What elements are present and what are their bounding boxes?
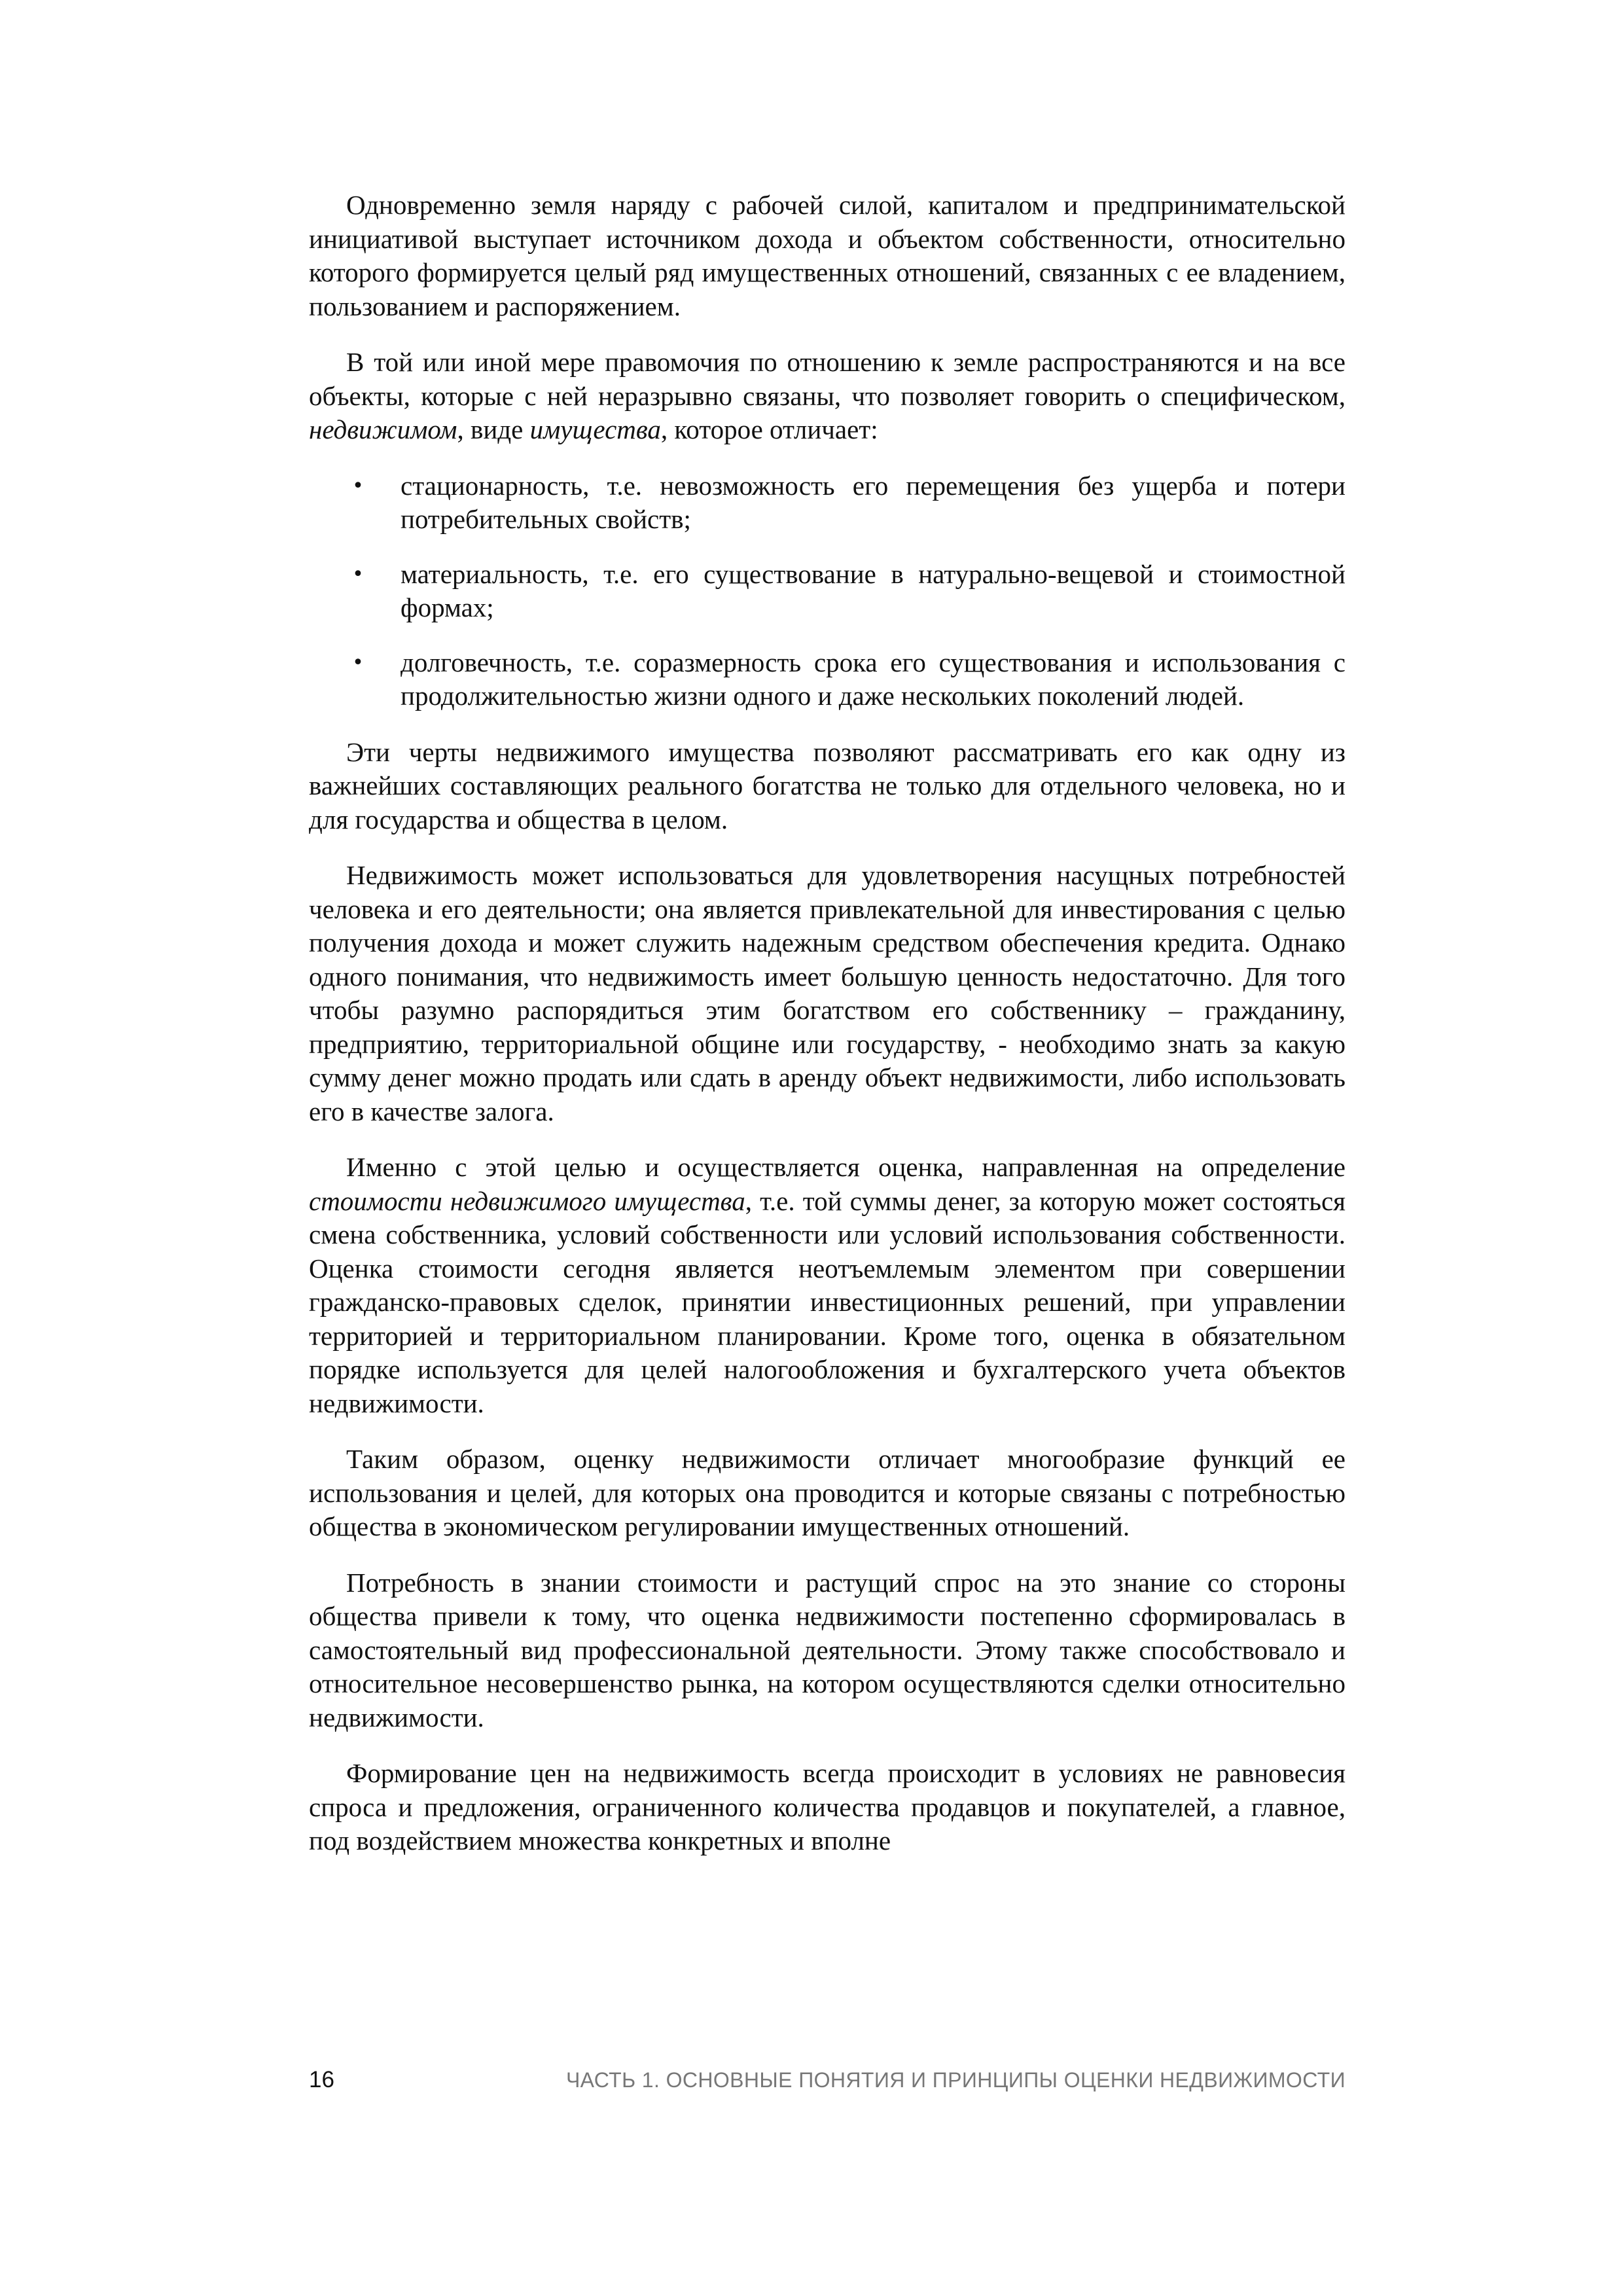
page-number: 16 xyxy=(309,2067,334,2092)
paragraph-1: Одновременно земля наряду с рабочей силой, капиталом и предпринимательской инициативой выступает источником дохода и объектом собственности, относительно которого формируется целый ряд имущественных отношений, связанных с ее владением, пользованием и распоряжением. xyxy=(309,190,1346,321)
paragraph-2: В той или иной мере правомочия по отношению к земле распространяются и на все объекты, которые с ней неразрывно связаны, что позволяет говорить о специфическом, недвижимом, виде имущества, которое отличает: xyxy=(309,347,1346,444)
bullet-list xyxy=(309,469,1346,713)
paragraph-3: Эти черты недвижимого имущества позволяют рассматривать его как одну из важнейших составляющих реального богатства не только для отдельного человека, но и для государства и общества в целом. xyxy=(309,736,1346,834)
bullet-item-stationarity: • стационарность, т.е. невозможность его перемещения без ущерба и потери потребительных свойств; xyxy=(309,469,1346,537)
bullet-dot-icon: • xyxy=(352,651,364,674)
paragraph-5: Именно с этой целью и осуществляется оценка, направленная на определение стоимости недвижимого имущества, т.е. той суммы денег, за которую может состояться смена собственника, условий собственности или условий использования собственности. Оценка стоимости сегодня является неотъемлемым элементом при совершении гражданско-правовых сделок, принятии инвестиционных решений, при управлении территорией и территориальном планировании. Кроме того, оценка в обязательном порядке используется для целей налогообложения и бухгалтерского учета объектов недвижимости. xyxy=(309,1152,1346,1418)
body-text xyxy=(309,188,1346,1880)
italic-term-stoimost: стоимости недвижимого имущества xyxy=(309,1185,745,1216)
paragraph-7: Потребность в знании стоимости и растущий спрос на это знание со стороны общества привели к тому, что оценка недвижимости постепенно сформировалась в самостоятельный вид профессиональной деятельности. Этому также способствовало и относительное несовершенство рынка, на котором осуществляются сделки относительно недвижимости. xyxy=(309,1567,1346,1732)
bullet-dot-icon: • xyxy=(352,474,364,497)
italic-term-nedvizhimom: недвижимом xyxy=(309,414,457,444)
page-footer xyxy=(309,2067,1346,2100)
italic-term-imushchestva: имущества xyxy=(529,414,661,444)
bullet-item-materiality: • материальность, т.е. его существование в натурально-вещевой и стоимостной формах; xyxy=(309,558,1346,625)
running-title: ЧАСТЬ 1. ОСНОВНЫЕ ПОНЯТИЯ И ПРИНЦИПЫ ОЦЕНКИ НЕДВИЖИМОСТИ xyxy=(565,2068,1346,2092)
paragraph-6: Таким образом, оценку недвижимости отличает многообразие функций ее использования и целей, для которых она проводится и которые связаны с потребностью общества в экономическом регулировании имущественных отношений. xyxy=(309,1444,1346,1541)
bullet-item-durability: • долговечность, т.е. соразмерность срока его существования и использования с продолжительностью жизни одного и даже нескольких поколений людей. xyxy=(309,646,1346,713)
paragraph-4: Недвижимость может использоваться для удовлетворения насущных потребностей человека и его деятельности; она является привлекательной для инвестирования с целью получения дохода и может служить надежным средством обеспечения кредита. Однако одного понимания, что недвижимость имеет большую ценность недостаточно. Для того чтобы разумно распорядиться этим богатством его собственнику – гражданину, предприятию, территориальной общине или государству, - необходимо знать за какую сумму денег можно продать или сдать в аренду объект недвижимости, либо использовать его в качестве залога. xyxy=(309,860,1346,1126)
bullet-dot-icon: • xyxy=(352,562,364,586)
paragraph-8: Формирование цен на недвижимость всегда происходит в условиях не равновесия спроса и предложения, ограниченного количества продавцов и покупателей, а главное, под воздействием множества конкретных и вполне xyxy=(309,1758,1346,1856)
